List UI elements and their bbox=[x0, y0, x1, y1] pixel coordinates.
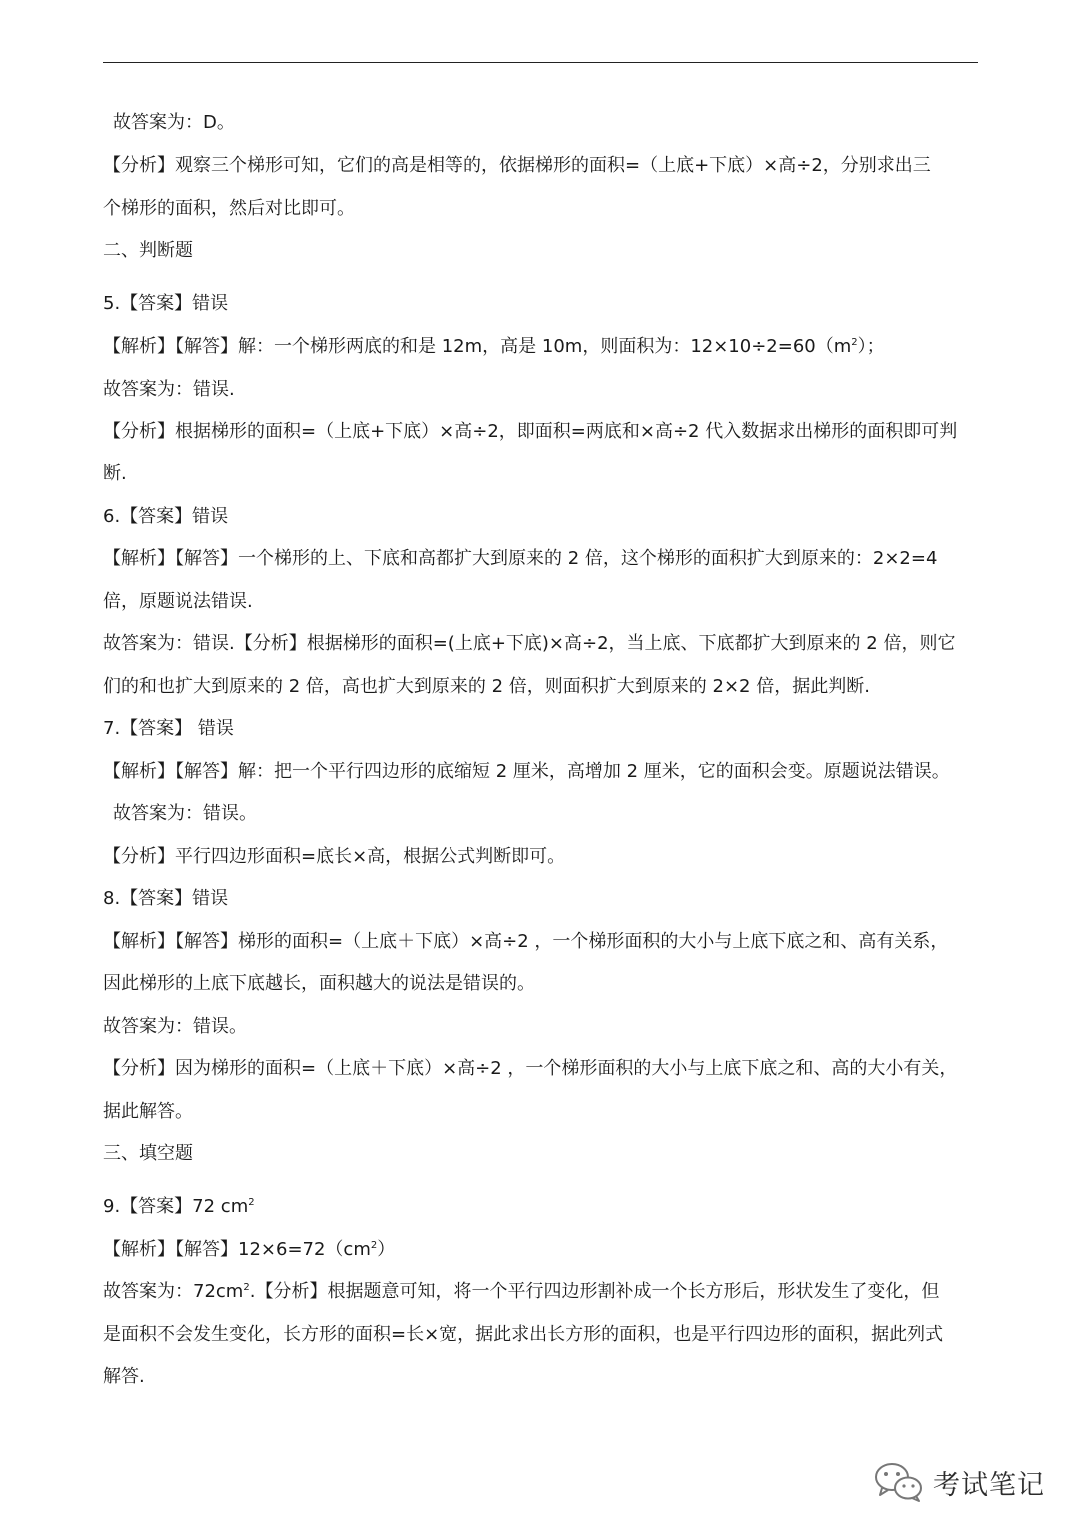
header-rule bbox=[103, 62, 978, 63]
section-heading: 二、判断题 bbox=[103, 240, 193, 261]
text-line: 据此解答。 bbox=[103, 1101, 193, 1122]
text-line: 【解析】【解答】梯形的面积=（上底＋下底）×高÷2 ，一个梯形面积的大小与上底下底之和、高有关系， bbox=[103, 931, 949, 952]
text-line: 故答案为：$72cm^2$.【分析】根据题意可知，将一个平行四边形割补成一个长方形后，形状发生了变化，但 bbox=[103, 1281, 940, 1302]
text-line: 故答案为：错误.【分析】根据梯形的面积=(上底+下底)×高÷2，当上底、下底都扩大到原来的 2 倍，则它 bbox=[103, 633, 956, 654]
text-line: 断. bbox=[103, 463, 127, 484]
section-heading: 三、填空题 bbox=[103, 1143, 193, 1164]
text-line: 【分析】观察三个梯形可知，它们的高是相等的，依据梯形的面积=（上底+下底）×高÷2，分别求出三 bbox=[103, 155, 931, 176]
text-line: 【分析】因为梯形的面积=（上底＋下底）×高÷2 ，一个梯形面积的大小与上底下底之和、高的大小有关， bbox=[103, 1058, 958, 1079]
text-line: 故答案为：错误。 bbox=[113, 803, 257, 824]
text-line: 【解析】【解答】解：把一个平行四边形的底缩短 2 厘米，高增加 2 厘米，它的面积会变。原题说法错误。 bbox=[103, 761, 950, 782]
text-line: 们的和也扩大到原来的 2 倍，高也扩大到原来的 2 倍，则面积扩大到原来的 2×2 倍，据此判断. bbox=[103, 676, 870, 697]
wechat-icon bbox=[873, 1461, 925, 1503]
question-answer: 5.【答案】错误 bbox=[103, 293, 229, 314]
question-answer: 8.【答案】错误 bbox=[103, 888, 229, 909]
text-line: 个梯形的面积，然后对比即可。 bbox=[103, 198, 355, 219]
question-answer: 7.【答案】 错误 bbox=[103, 718, 234, 739]
text-line: 倍，原题说法错误. bbox=[103, 591, 253, 612]
text-line: 故答案为：错误. bbox=[103, 379, 235, 400]
text-line: 【分析】平行四边形面积=底长×高，根据公式判断即可。 bbox=[103, 846, 566, 867]
text-line: 【解析】【解答】解：一个梯形两底的和是 12m，高是 10m，则面积为：$12\times 10\div 2=60(m^2)$； bbox=[103, 336, 885, 357]
text-line: 是面积不会发生变化，长方形的面积=长×宽，据此求出长方形的面积，也是平行四边形的面积，据此列式 bbox=[103, 1324, 944, 1345]
watermark bbox=[873, 1460, 1045, 1504]
text-line: 解答. bbox=[103, 1366, 145, 1387]
text-line: 【解析】【解答】一个梯形的上、下底和高都扩大到原来的 2 倍，这个梯形的面积扩大到原来的：2×2=4 bbox=[103, 548, 938, 569]
watermark-text: 考试笔记 bbox=[933, 1469, 1045, 1501]
text-line: 故答案为：错误。 bbox=[103, 1016, 247, 1037]
question-answer: 6.【答案】错误 bbox=[103, 506, 229, 527]
text-line: 【解析】【解答】$12\times 6=72(cm^2)$ bbox=[103, 1239, 396, 1260]
text-line: 【分析】根据梯形的面积=（上底+下底）×高÷2，即面积=两底和×高÷2 代入数据求出梯形的面积即可判 bbox=[103, 421, 958, 442]
question-answer: 9.【答案】72 $cm^2$ bbox=[103, 1196, 255, 1217]
text-line: 故答案为：D。 bbox=[113, 112, 235, 133]
text-line: 因此梯形的上底下底越长，面积越大的说法是错误的。 bbox=[103, 973, 535, 994]
